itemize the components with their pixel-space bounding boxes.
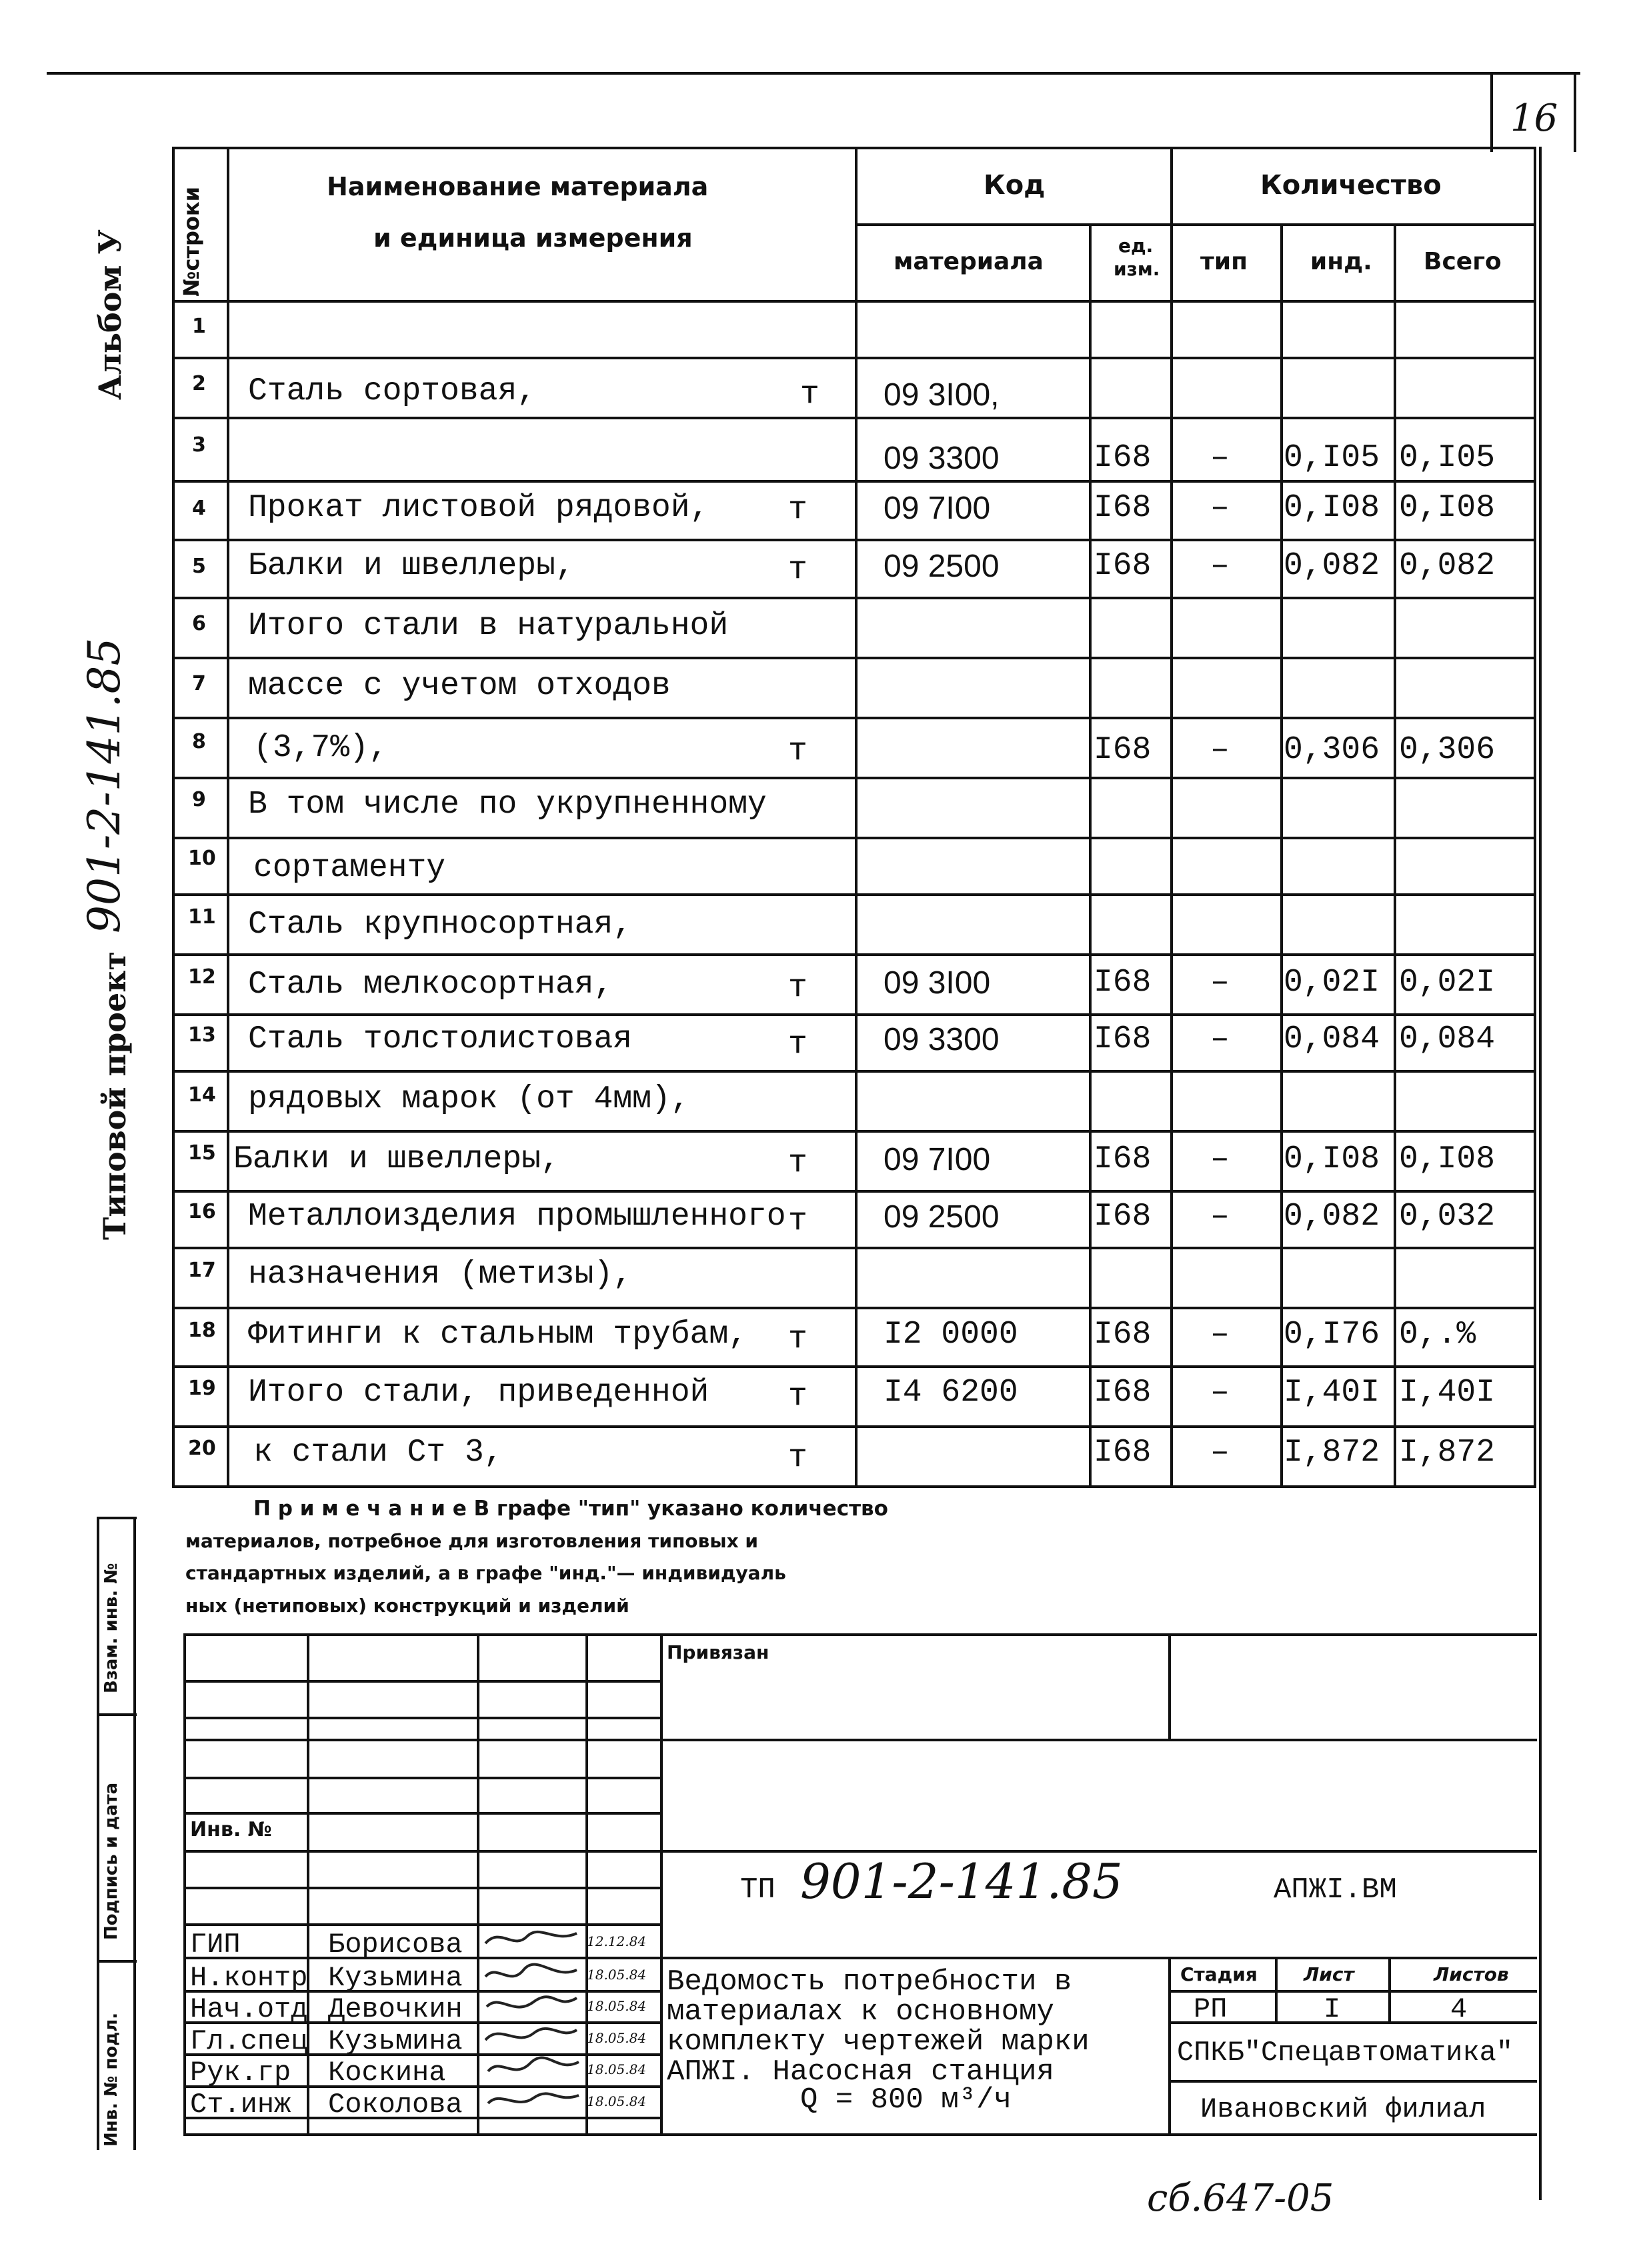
header-material: материала (894, 248, 1044, 275)
tb-row (183, 1777, 660, 1779)
tb-col4 (660, 1633, 663, 2133)
org-name-1: СПКБ"Спецавтоматика" (1177, 2037, 1514, 2069)
row-name: назначения (метизы), (248, 1257, 633, 1293)
row-ind: 0,I08 (1284, 1141, 1380, 1177)
row-vsego: I,40I (1399, 1375, 1496, 1411)
list-label: Лист (1304, 1963, 1354, 1985)
stamp-col-left (97, 1517, 99, 2150)
listov-value: 4 (1450, 1993, 1468, 2025)
row-ind: 0,I08 (1284, 490, 1380, 526)
row-ed: I68 (1094, 965, 1152, 1001)
stadiya-value: РП (1194, 1993, 1228, 2025)
tb-row (1168, 2080, 1537, 2083)
tb-row (183, 2133, 1537, 2136)
stamp-col-sep3 (97, 1960, 137, 1963)
row-name: Балки и швеллеры, (248, 548, 575, 584)
person-name: Девочкин (328, 1993, 463, 2025)
header-sub-line (855, 223, 1536, 226)
row-number: 7 (192, 672, 206, 695)
row-line (172, 837, 1536, 839)
row-vsego: 0,I08 (1399, 1141, 1496, 1177)
tb-row (183, 1887, 660, 1889)
row-line (172, 1247, 1536, 1249)
row-code: 09 3I00 (884, 965, 991, 1001)
row-tip: – (1210, 1021, 1230, 1057)
row-tip: – (1210, 548, 1230, 584)
person-name: Соколова (328, 2089, 463, 2121)
stadiya-label: Стадия (1180, 1963, 1258, 1985)
row-unit: т (788, 1203, 807, 1239)
tb-row (183, 1923, 660, 1926)
row-ind: 0,02I (1284, 965, 1380, 1001)
row-line (172, 893, 1536, 896)
col-ind-right (1394, 223, 1396, 1487)
row-unit: т (788, 492, 807, 528)
row-number: 10 (188, 847, 216, 870)
row-ind: 0,306 (1284, 732, 1380, 768)
row-tip: – (1210, 1375, 1230, 1411)
row-line (172, 657, 1536, 659)
col-vsego-right (1534, 147, 1536, 1487)
person-role: ГИП (190, 1929, 241, 1961)
inv-no-label: Инв. № (190, 1818, 272, 1841)
col-code-right (1089, 223, 1092, 1487)
row-name: Сталь сортовая, (248, 373, 537, 409)
note-line: стандартных изделий, а в графе "инд."— индивидуаль (185, 1562, 786, 1584)
person-role: Гл.спец (190, 2025, 308, 2057)
row-number: 1 (192, 315, 206, 338)
row-name: Итого стали в натуральной (248, 608, 729, 644)
row-tip: – (1210, 1141, 1230, 1177)
person-role: Ст.инж (190, 2089, 291, 2121)
tb-col1 (307, 1633, 309, 2133)
tb-col3 (585, 1633, 588, 2133)
row-number: 4 (192, 497, 206, 520)
row-vsego: 0,I05 (1399, 440, 1496, 476)
person-role: Нач.отд (190, 1993, 308, 2025)
row-name: Итого стали, приведенной (248, 1375, 709, 1411)
row-ed: I68 (1094, 1021, 1152, 1057)
page-number: 16 (1510, 97, 1558, 140)
tb-col (1275, 1957, 1278, 2023)
tb-row (183, 1812, 660, 1815)
row-ind: 0,084 (1284, 1021, 1380, 1057)
tb-col (1388, 1957, 1391, 2023)
row-line (172, 717, 1536, 719)
row-tip: – (1210, 490, 1230, 526)
side-project-code: 901-2-141.85 (79, 637, 130, 933)
row-number: 13 (188, 1023, 216, 1047)
row-name: Металлоизделия промышленного (248, 1199, 786, 1235)
row-number: 17 (188, 1259, 216, 1282)
row-number: 20 (188, 1437, 216, 1460)
row-number: 3 (192, 433, 206, 457)
stamp-inv: Инв. № подл. (101, 2012, 121, 2147)
row-unit: т (788, 1321, 807, 1357)
row-name: Сталь крупносортная, (248, 907, 633, 943)
row-unit: т (788, 1145, 807, 1181)
row-ed: I68 (1094, 732, 1152, 768)
tb-row (183, 1850, 1537, 1853)
page-box-right (1574, 72, 1576, 152)
row-line (172, 357, 1536, 359)
header-tip: тип (1200, 248, 1248, 275)
row-vsego: 0,02I (1399, 965, 1496, 1001)
row-number: 18 (188, 1319, 216, 1342)
doc-title-1: Ведомость потребности в (667, 1965, 1072, 1999)
stamp-col-sep2 (97, 1713, 137, 1716)
row-line (172, 1425, 1536, 1428)
row-vsego: 0,032 (1399, 1199, 1496, 1235)
row-ed: I68 (1094, 1435, 1152, 1471)
row-vsego: 0,.% (1399, 1317, 1476, 1353)
row-unit: т (788, 552, 807, 588)
row-name: Балки и швеллеры, (233, 1141, 560, 1177)
row-ed: I68 (1094, 490, 1152, 526)
row-code: I2 0000 (884, 1317, 1018, 1353)
header-bottom (172, 300, 1536, 303)
bottom-code: сб.647-05 (1147, 2177, 1334, 2220)
row-ed: I68 (1094, 1375, 1152, 1411)
row-line (172, 539, 1536, 541)
row-ind: 0,I76 (1284, 1317, 1380, 1353)
row-code: 09 7I00 (884, 1142, 991, 1177)
frame-right (1539, 147, 1542, 2200)
person-date: 18.05.84 (587, 1967, 647, 1983)
row-number: 12 (188, 965, 216, 989)
header-ed-1: ед. (1118, 235, 1154, 257)
list-value: I (1324, 1993, 1341, 2025)
signature-scribble (480, 1923, 583, 2123)
side-project-type: Типовой проект (97, 951, 133, 1240)
row-line (172, 1485, 1536, 1488)
person-role: Н.контр (190, 1962, 308, 1994)
table-left (172, 147, 175, 1487)
row-line (172, 480, 1536, 483)
row-number: 5 (192, 555, 206, 578)
row-ind: I,40I (1284, 1375, 1380, 1411)
person-date: 18.05.84 (587, 2093, 647, 2109)
stamp-col-mid (133, 1517, 136, 2150)
row-name: Сталь толстолистовая (248, 1021, 633, 1057)
row-name: к стали Ст 3, (253, 1435, 503, 1471)
row-number: 2 (192, 372, 206, 395)
row-tip: – (1210, 732, 1230, 768)
row-ind: I,872 (1284, 1435, 1380, 1471)
stamp-vzam: Взам. инв. № (101, 1563, 121, 1693)
row-vsego: I,872 (1399, 1435, 1496, 1471)
row-unit: т (788, 1379, 807, 1415)
row-number: 11 (188, 905, 216, 929)
row-ind: 0,082 (1284, 548, 1380, 584)
row-line (172, 1013, 1536, 1016)
person-name: Кузьмина (328, 2025, 463, 2057)
header-vsego: Всего (1424, 248, 1502, 275)
tb-row (183, 1739, 1537, 1741)
tb-left (183, 1633, 186, 2133)
row-number: 6 (192, 612, 206, 635)
note-line: материалов, потребное для изготовления типовых и (185, 1530, 758, 1552)
row-line (172, 417, 1536, 419)
col-ed-right (1170, 147, 1173, 1487)
header-nstroki: №строки (179, 186, 204, 297)
row-line (172, 1365, 1536, 1368)
row-line (172, 1307, 1536, 1309)
col-num-right (227, 147, 229, 1487)
col-name-right (855, 147, 858, 1487)
row-ed: I68 (1094, 548, 1152, 584)
tb-row (183, 1680, 660, 1683)
row-code: 09 3300 (884, 1022, 1000, 1057)
col-tip-right (1280, 223, 1283, 1487)
privyazan-label: Привязан (667, 1641, 769, 1663)
row-number: 19 (188, 1377, 216, 1400)
table-top (172, 147, 1536, 149)
org-name-2: Ивановский филиал (1200, 2093, 1486, 2125)
row-name: рядовых марок (от 4мм), (248, 1081, 690, 1117)
tb-col5 (1168, 1633, 1171, 1740)
header-kolichestvo: Количество (1260, 170, 1442, 201)
mark-code: АПЖI.ВМ (1274, 1873, 1397, 1907)
row-vsego: 0,084 (1399, 1021, 1496, 1057)
tb-col6 (1168, 1957, 1171, 2133)
tb-row (183, 1717, 660, 1719)
row-name: (3,7%), (253, 730, 388, 766)
row-tip: – (1210, 1435, 1230, 1471)
person-name: Кузьмина (328, 1962, 463, 1994)
tb-col2 (477, 1633, 479, 2133)
row-tip: – (1210, 440, 1230, 476)
row-line (172, 777, 1536, 779)
tp-number: 901-2-141.85 (800, 1853, 1123, 1909)
row-unit: т (800, 377, 820, 413)
row-ed: I68 (1094, 440, 1152, 476)
row-name: Прокат листовой рядовой, (248, 490, 709, 526)
row-vsego: 0,306 (1399, 732, 1496, 768)
person-date: 12.12.84 (587, 1933, 647, 1949)
stamp-sign: Подпись и дата (101, 1782, 121, 1940)
doc-title-4: АПЖI. Насосная станция (667, 2055, 1054, 2089)
person-date: 18.05.84 (587, 2061, 647, 2077)
header-name-line2: и единица измерения (373, 223, 693, 253)
row-tip: – (1210, 1317, 1230, 1353)
side-album: Альбом У (92, 229, 128, 400)
row-name: Фитинги к стальным трубам, (248, 1317, 747, 1353)
row-ind: 0,082 (1284, 1199, 1380, 1235)
row-ed: I68 (1094, 1199, 1152, 1235)
row-line (172, 953, 1536, 956)
row-code: 09 2500 (884, 549, 1000, 584)
row-number: 9 (192, 788, 206, 811)
doc-title-5: Q = 800 м³/ч (800, 2083, 1012, 2117)
row-tip: – (1210, 1199, 1230, 1235)
row-line (172, 1190, 1536, 1193)
person-name: Коскина (328, 2057, 446, 2089)
person-date: 18.05.84 (587, 1998, 647, 2014)
row-code: 09 2500 (884, 1199, 1000, 1235)
tb-row (1168, 1990, 1537, 1993)
row-number: 14 (188, 1083, 216, 1107)
note-line: П р и м е ч а н и е В графе "тип" указано количество (253, 1497, 888, 1521)
row-tip: – (1210, 965, 1230, 1001)
tp-label: ТП (740, 1873, 775, 1907)
row-name: массе с учетом отходов (248, 668, 671, 704)
row-code: 09 7I00 (884, 491, 991, 526)
row-code: 09 3I00, (884, 377, 1000, 413)
row-vsego: 0,082 (1399, 548, 1496, 584)
row-line (172, 597, 1536, 599)
row-unit: т (788, 970, 807, 1006)
row-unit: т (788, 1027, 807, 1063)
stamp-col-sep1 (97, 1517, 137, 1519)
row-ed: I68 (1094, 1141, 1152, 1177)
row-code: I4 6200 (884, 1375, 1018, 1411)
row-name: Сталь мелкосортная, (248, 967, 613, 1003)
doc-title-3: комплекту чертежей марки (667, 2025, 1090, 2059)
row-name: сортаменту (253, 850, 446, 886)
top-rule (47, 72, 1580, 75)
note-line: ных (нетиповых) конструкций и изделий (185, 1595, 629, 1617)
row-unit: т (788, 733, 807, 769)
tb-row (183, 1633, 1537, 1636)
header-ed-2: изм. (1114, 258, 1160, 280)
row-code: 09 3300 (884, 441, 1000, 476)
doc-title-2: материалах к основному (667, 1995, 1054, 2029)
row-unit: т (788, 1440, 807, 1476)
listov-label: Листов (1434, 1963, 1509, 1985)
row-number: 8 (192, 730, 206, 753)
row-ed: I68 (1094, 1317, 1152, 1353)
row-line (172, 1070, 1536, 1073)
header-ind: инд. (1310, 248, 1372, 275)
row-ind: 0,I05 (1284, 440, 1380, 476)
person-date: 18.05.84 (587, 2030, 647, 2046)
header-kod: Код (984, 170, 1046, 201)
row-line (172, 1130, 1536, 1133)
row-vsego: 0,I08 (1399, 490, 1496, 526)
row-name: В том числе по укрупненному (248, 787, 767, 823)
person-name: Борисова (328, 1929, 463, 1961)
row-number: 16 (188, 1200, 216, 1223)
header-name-line1: Наименование материала (327, 172, 709, 201)
person-role: Рук.гр (190, 2057, 291, 2089)
row-number: 15 (188, 1141, 216, 1165)
page-box-left (1490, 72, 1493, 152)
